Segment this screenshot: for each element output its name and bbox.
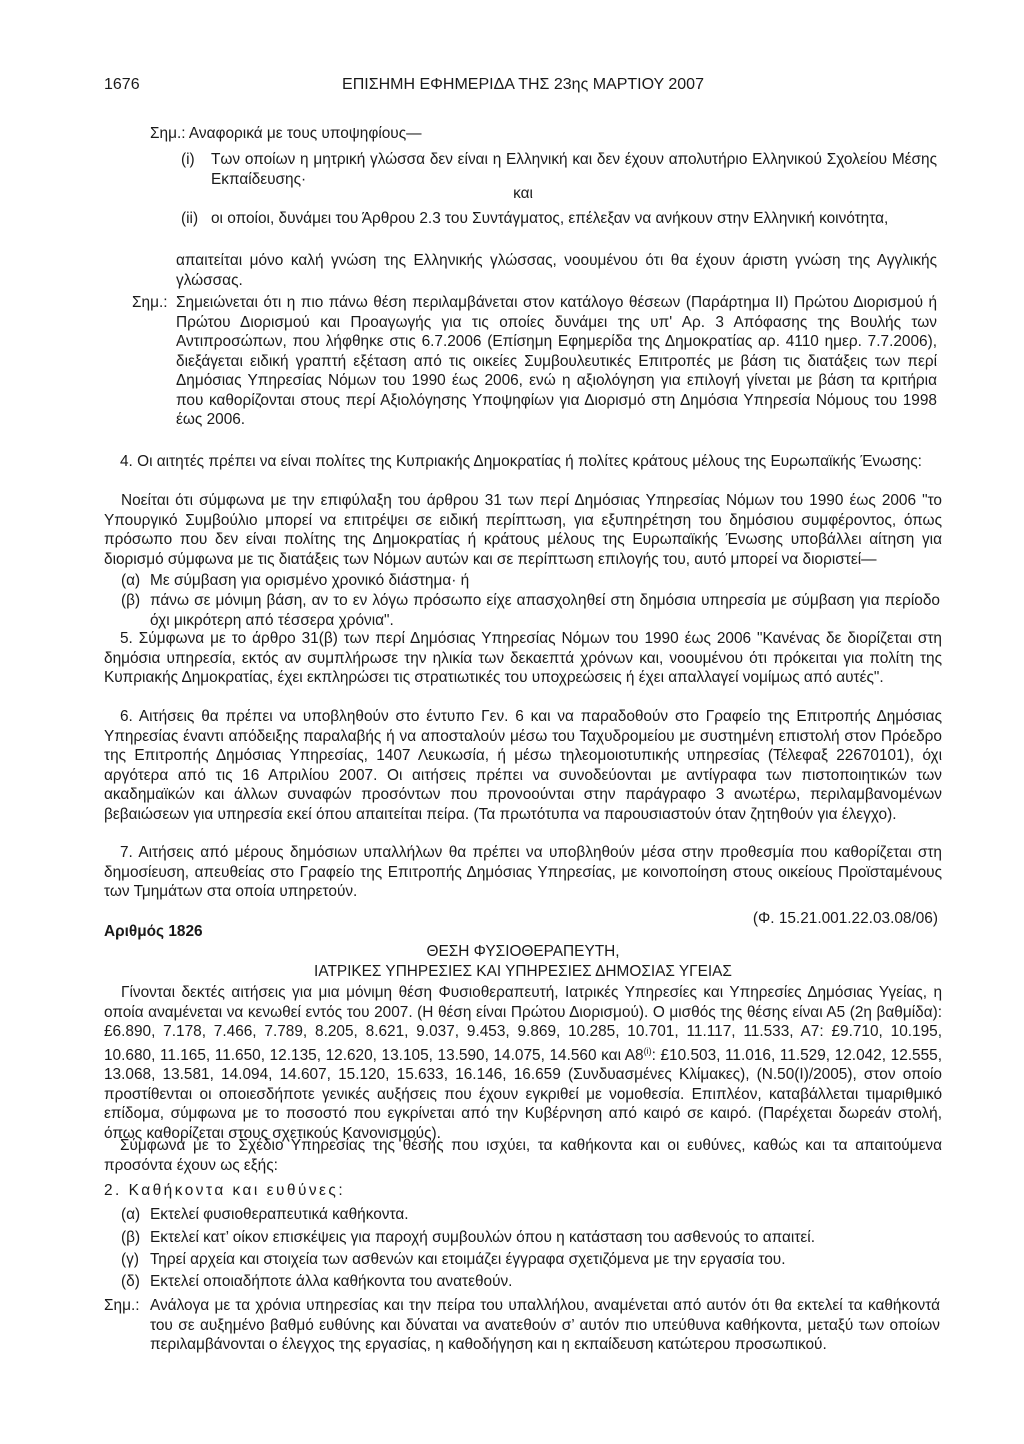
section4-heading: 4. Οι αιτητές πρέπει να είναι πολίτες της Κυπριακής Δημοκρατίας ή πολίτες κράτους μέλους της Ευρωπαϊκής Ένωσης: [120, 453, 922, 470]
note2-text: Σημειώνεται ότι η πιο πάνω θέση περιλαμβάνεται στον κατάλογο θέσεων (Παράρτημα ΙΙ) Πρώτου Διορισμού ή Πρώτου Διορισμού και Προαγωγής για τις οποίες δυνάμει της υπ' Αρ. 3 Απόφασης της Βουλής των Αντιπροσώπων, που λήφθηκε στις 6.7.2006 (Επίσημη Εφημερίδα της Δημοκρατίας αρ. 4110 ημερ. 7.7.2006), διεξάγεται ειδική γραπτή εξέταση από τις οικείες Συμβουλευτικές Επιτροπές με βάση τις διατάξεις των περί Δημόσιας Υπηρεσίας Νόμων του 1990 έως 2006, ενώ η αξιολόγηση για επιλογή γίνεται με βάση τα κριτήρια που καθορίζονται στους περί Αξιολόγησης Υποψηφίων για Διορισμό στη Δημόσια Υπηρεσία Νόμους του 1998 έως 2006. [176, 294, 937, 428]
note1-item-i-label: (i) [181, 151, 195, 168]
file-reference: (Φ. 15.21.001.22.03.08/06) [752, 910, 938, 927]
section4-item-a-text: Με σύμβαση για ορισμένο χρονικό διάστημα· ή [150, 572, 470, 589]
note1-item-ii-label: (ii) [181, 210, 199, 227]
duty-label: (γ) [121, 1251, 139, 1268]
duty-text: Εκτελεί κατ’ οίκον επισκέψεις για παροχή συμβουλών όπου η κατάσταση του ασθενούς το απαιτεί. [150, 1229, 815, 1246]
notice-intro [104, 983, 942, 1143]
note1-intro: Σημ.: Αναφορικά με τους υποψηφίους— [150, 125, 422, 142]
duty-text: Εκτελεί φυσιοθεραπευτικά καθήκοντα. [150, 1206, 409, 1223]
notice-number: Αριθμός 1826 [104, 923, 203, 940]
final-note-label: Σημ.: [104, 1297, 140, 1314]
duty-label: (β) [121, 1229, 141, 1246]
section4-item-a-label: (α) [121, 572, 141, 589]
section4-item-b-label: (β) [121, 592, 141, 609]
notice-scheme-text: Σύμφωνα με το Σχέδιο Υπηρεσίας της θέσης που ισχύει, τα καθήκοντα και οι ευθύνες, καθώς και τα απαιτούμενα προσόντα έχουν ως εξής: [104, 1137, 942, 1174]
section6-text: 6. Αιτήσεις θα πρέπει να υποβληθούν στο έντυπο Γεν. 6 και να παραδοθούν στο Γραφείο της Επιτροπής Δημόσιας Υπηρεσίας έναντι απόδειξης παραλαβής ή να αποσταλούν μέσω του Ταχυδρομείου με συστημένη επιστολή στον Πρόεδρο της Επιτροπής Δημόσιας Υπηρεσίας, 1407 Λευκωσία, ή μέσω τηλεομοιοτυπικής υπηρεσίας (Τέλεφαξ 22670101), όχι αργότερα από τις 16 Απριλίου 2007. Οι αιτήσεις πρέπει να συνοδεύονται με αντίγραφα των πιστοποιητικών των ακαδημαϊκών και άλλων συναφών προσόντων που προνοούνται στην παράγραφο 3 ανωτέρω, περιλαμβανομένων βεβαιώσεων για υπηρεσία εκεί όπου απαιτείται πείρα. (Τα πρωτότυπα να παρουσιαστούν όταν ζητηθούν για έλεγχο). [104, 708, 942, 823]
section7-text: 7. Αιτήσεις από μέρους δημόσιων υπαλλήλων θα πρέπει να υποβληθούν μέσα στην προθεσμία που καθορίζεται στη δημοσίευση, απευθείας στο Γραφείο της Επιτροπής Δημόσιας Υπηρεσίας, με κοινοποίηση στους οικείους Προϊσταμένους των Τμημάτων στα οποία υπηρετούν. [104, 844, 942, 900]
page-header [104, 76, 942, 98]
notice-superscript: (i) [643, 1045, 652, 1056]
note1-item-i-text: Των οποίων η μητρική γλώσσα δεν είναι η Ελληνική και δεν έχουν απολυτήριο Ελληνικού Σχολείου Μέσης Εκπαίδευσης· [211, 151, 937, 188]
note2-label: Σημ.: [132, 294, 168, 311]
duty-text: Τηρεί αρχεία και στοιχεία των ασθενών και ετοιμάζει έγγραφα σχετιζόμενα με την εργασία του. [150, 1251, 786, 1268]
duty-label: (δ) [121, 1273, 140, 1290]
gazette-title: ΕΠΙΣΗΜΗ ΕΦΗΜΕΡΙΔΑ ΤΗΣ 23ης ΜΑΡΤΙΟΥ 2007 [342, 76, 704, 93]
notice-intro-cont: : £10.503, 11.016, 11.529, 12.042, 12.555, 13.068, 13.581, 14.094, 14.607, 15.120, 15.633, 16.146, 16.659 (Συνδυασμένες Κλίμακες), (Ν.50(Ι)/2005), στον οποίο προστίθενται οι οποιεσδήποτε γενικές αυξήσεις που έχουν εγκριθεί με νομοθεσία. Επιπλέον, καταβάλλεται τιμαριθμικό επίδομα, σύμφωνα με το ποσοστό που εγκρίνεται από την Κυβέρνηση από καιρό σε καιρό. (Παρέχεται δωρεάν στολή, όπως καθορίζεται στους σχετικούς Κανονισμούς). [104, 1046, 942, 1142]
duty-label: (α) [121, 1206, 141, 1223]
duties-heading: 2. Καθήκοντα και ευθύνες: [104, 1182, 346, 1199]
page-number: 1676 [104, 76, 140, 93]
final-note-text: Ανάλογα με τα χρόνια υπηρεσίας και την πείρα του υπαλλήλου, αναμένεται από αυτόν ότι θα εκτελεί τα καθήκοντά του σε αυξημένο βαθμό ευθύνης και δύναται να ανατεθούν σ’ αυτόν πιο υπεύθυνα καθήκοντα, μεταξύ των οποίων περιλαμβάνονται ο έλεγχος της εργασίας, η καθοδήγηση και η εκπαίδευση κατώτερου προσωπικού. [150, 1297, 940, 1353]
section4-item-b-text: πάνω σε μόνιμη βάση, αν το εν λόγω πρόσωπο είχε απασχοληθεί στη δημόσια υπηρεσία με σύμβαση για περίοδο όχι μικρότερη από τέσσερα χρόνια". [150, 592, 940, 629]
section4-body: Νοείται ότι σύμφωνα με την επιφύλαξη του άρθρου 31 των περί Δημόσιας Υπηρεσίας Νόμων του 1990 έως 2006 "το Υπουργικό Συμβούλιο μπορεί να επιτρέψει σε ειδική περίπτωση, για εξυπηρέτηση του δημόσιου συμφέροντος, όπως πρόσωπο που δεν είναι πολίτης της Δημοκρατίας ή κράτους μέλους της Ευρωπαϊκής Ένωσης υποβάλλει αίτηση για διορισμό σύμφωνα με τις διατάξεις των Νόμων αυτών και σε περίπτωση επιλογής του, αυτό μπορεί να διοριστεί— [104, 492, 942, 568]
note1-item-ii-text: οι οποίοι, δυνάμει του Άρθρου 2.3 του Συντάγματος, επέλεξαν να ανήκουν στην Ελληνική κοινότητα, [211, 210, 889, 227]
note1-conjunction: και [513, 185, 533, 202]
note1-requirement: απαιτείται μόνο καλή γνώση της Ελληνικής γλώσσας, νοουμένου ότι θα έχουν άριστη γνώση της Αγγλικής γλώσσας. [176, 252, 937, 289]
section5-text: 5. Σύμφωνα με το άρθρο 31(β) των περί Δημόσιας Υπηρεσίας Νόμων του 1990 έως 2006 "Κανένας δε διορίζεται στη δημόσια υπηρεσία, εκτός αν συμπλήρωσε την ηλικία των δεκαεπτά χρόνων και, νοουμένου ότι πρόκειται για πολίτη της Κυπριακής Δημοκρατίας, έχει εκπληρώσει τις στρατιωτικές του υποχρεώσεις ή έχει απαλλαγεί νομίμως από αυτές". [104, 630, 942, 686]
duty-text: Εκτελεί οποιαδήποτε άλλα καθήκοντα του ανατεθούν. [150, 1273, 513, 1290]
notice-title-line2: ΙΑΤΡΙΚΕΣ ΥΠΗΡΕΣΙΕΣ ΚΑΙ ΥΠΗΡΕΣΙΕΣ ΔΗΜΟΣΙΑΣ ΥΓΕΙΑΣ [314, 963, 732, 980]
notice-intro-text: Γίνονται δεκτές αιτήσεις για μια μόνιμη θέση Φυσιοθεραπευτή, Ιατρικές Υπηρεσίες και Υπηρεσίες Δημόσιας Υγείας, η οποία αναμένεται να κενωθεί εντός του 2007. (Η θέση είναι Πρώτου Διορισμού). Ο μισθός της θέσης είναι Α5 (2η βαθμίδα): £6.890, 7.178, 7.466, 7.789, 8.205, 8.621, 9.037, 9.453, 9.869, 10.285, 10.701, 11.117, 11.533, Α7: £9.710, 10.195, 10.680, 11.165, 11.650, 12.135, 12.620, 13.105, 13.590, 14.075, 14.560 και Α8 [104, 984, 942, 1064]
notice-title-line1: ΘΕΣΗ ΦΥΣΙΟΘΕΡΑΠΕΥΤΗ, [426, 943, 620, 960]
